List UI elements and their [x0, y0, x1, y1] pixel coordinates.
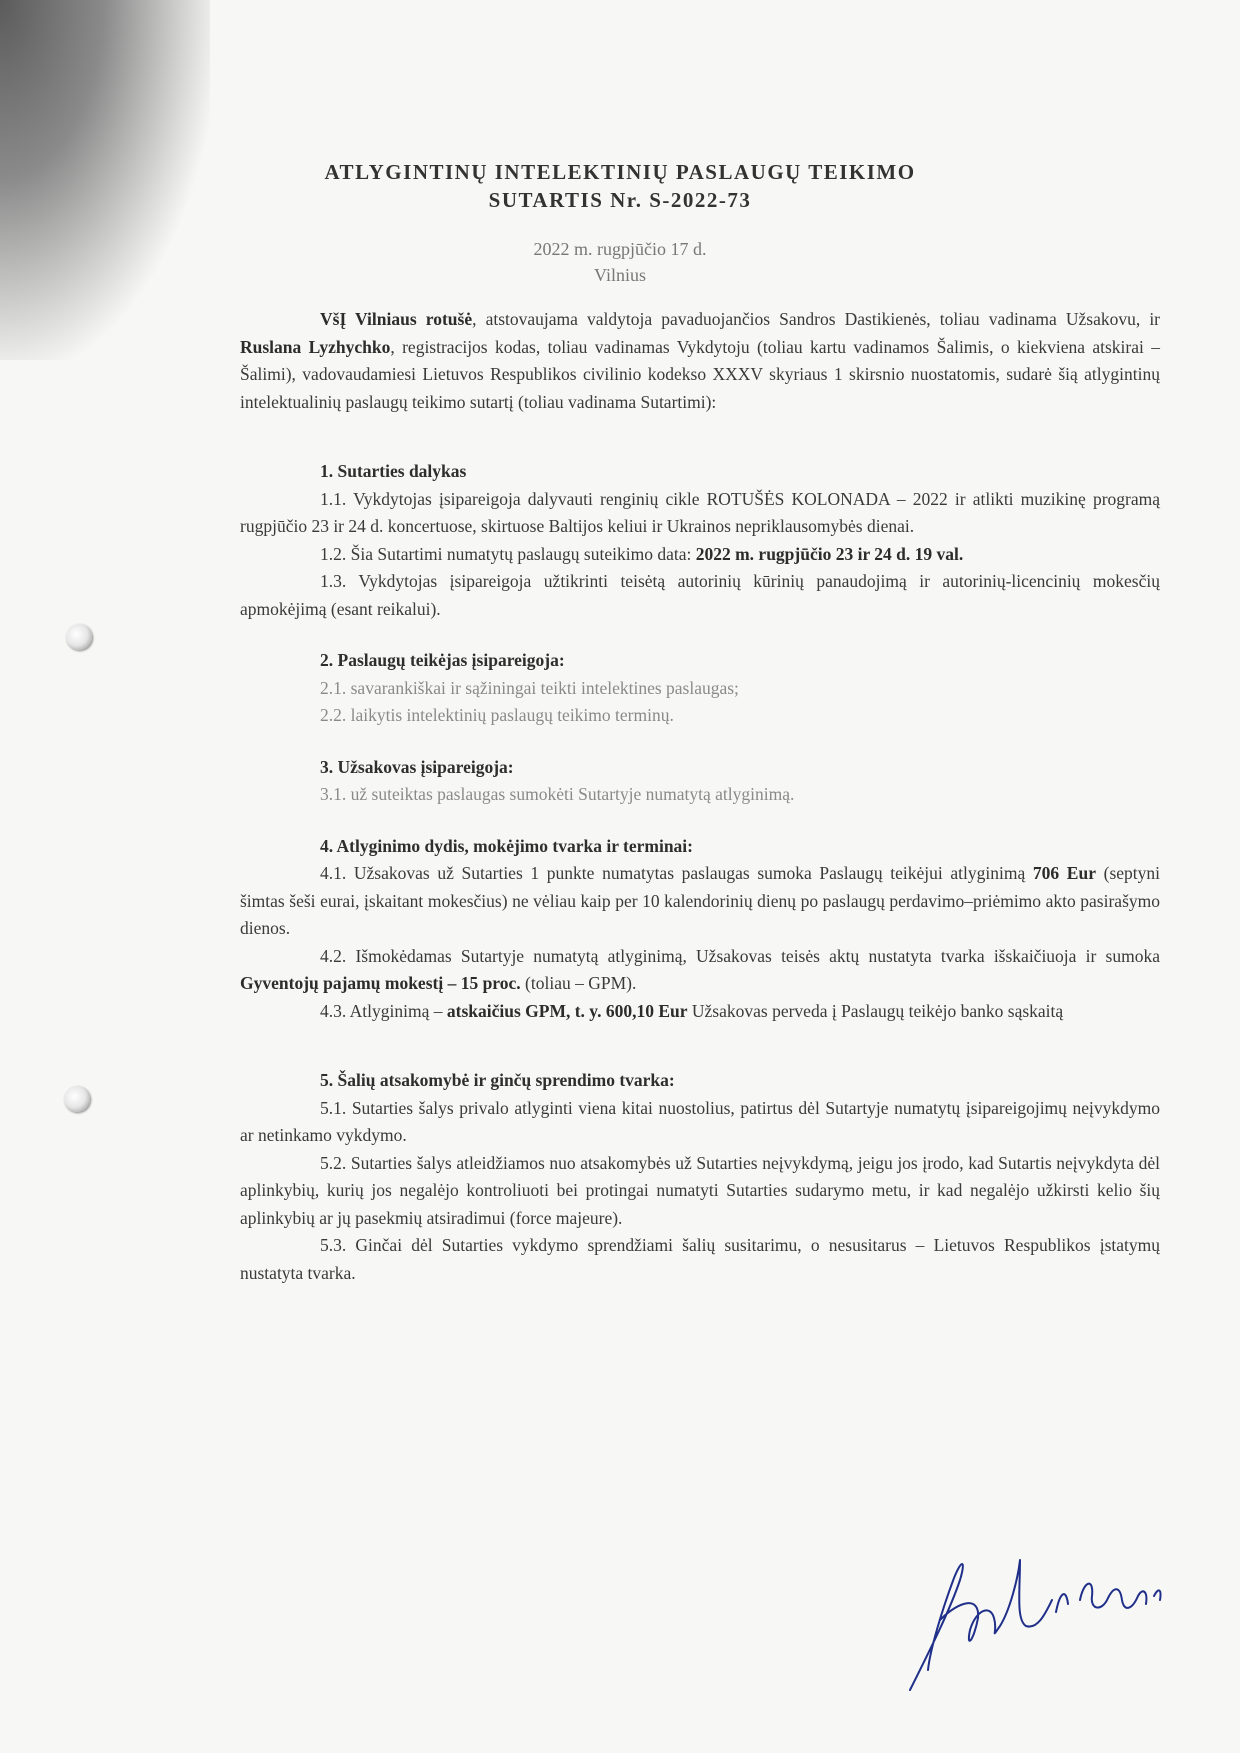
- clause-4-3-b: Užsakovas perveda į Paslaugų teikėjo banko sąskaitą: [687, 1000, 1064, 1021]
- clause-3-1: 3.1. už suteiktas paslaugas sumokėti Sutartyje numatytą atlyginimą.: [320, 784, 795, 804]
- punch-hole: [66, 624, 92, 650]
- clause-1-2: [240, 541, 1160, 569]
- clause-5-3: 5.3. Ginčai dėl Sutarties vykdymo sprendžiami šalių susitarimu, o nesusitarus – Lietuvos Respublikos įstatymų nustatyta tvarka.: [240, 1235, 1160, 1283]
- section-2-heading: 2. Paslaugų teikėjas įsipareigoja:: [320, 650, 565, 670]
- section-3-heading: 3. Užsakovas įsipareigoja:: [320, 756, 514, 777]
- party-1-details: , atstovaujama valdytoja pavaduojančios Sandros Dastikienės, toliau vadinama Užsakovu, ir: [472, 309, 1161, 329]
- party-2: Ruslana Lyzhychko: [240, 336, 391, 357]
- clause-4-1-a: 4.1. Užsakovas už Sutarties 1 punkte numatytas paslaugas sumoka Paslaugų teikėjui atlyginimą: [320, 863, 1033, 883]
- title-line-1: ATLYGINTINŲ INTELEKTINIŲ PASLAUGŲ TEIKIMO: [324, 160, 916, 184]
- clause-5-2: 5.2. Sutarties šalys atleidžiamos nuo atsakomybės už Sutarties neįvykdymą, jeigu jos įrodo, kad Sutartis neįvykdyta dėl aplinkybių, kurių jos negalėjo kontroliuoti bei protingai numatyti Sutarties sudarymo metu, ir kad negalėjo užkirsti kelio šių aplinkybių ar jų pasekmių atsiradimui (force majeure).: [240, 1152, 1160, 1228]
- section-1-heading: 1. Sutarties dalykas: [320, 461, 467, 481]
- clause-4-2-a: 4.2. Išmokėdamas Sutartyje numatytą atlyginimą, Užsakovas teisės aktų nustatyta tvarka išskaičiuoja ir sumoka: [320, 945, 1160, 966]
- contract-date: 2022 m. rugpjūčio 17 d.: [533, 239, 707, 259]
- section-4-heading: 4. Atlyginimo dydis, mokėjimo tvarka ir terminai:: [320, 835, 693, 856]
- clause-1-3: 1.3. Vykdytojas įsipareigoja užtikrinti teisėtą autorinių kūrinių panaudojimą ir autorinių-licencinių mokesčių apmokėjimą (esant reikalui).: [240, 571, 1160, 619]
- clause-2-1: 2.1. savarankiškai ir sąžiningai teikti intelektines paslaugas;: [320, 677, 739, 698]
- handwritten-signature: [870, 1500, 1190, 1710]
- fee-amount: 706 Eur: [1032, 863, 1096, 883]
- clause-1-1: 1.1. Vykdytojas įsipareigoja dalyvauti renginių cikle ROTUŠĖS KOLONADA – 2022 ir atlikti muzikinę programą rugpjūčio 23 ir 24 d. koncertuose, skirtuose Baltijos keliui ir Ukrainos nepriklausomybės dienai.: [240, 488, 1160, 536]
- clause-2-2: 2.2. laikytis intelektinių paslaugų teikimo terminų.: [320, 705, 674, 725]
- intro-rest: , toliau vadinamas Vykdytoju (toliau kartu vadinamos Šalimis, o kiekviena atskirai – Šalimi), vadovaudamiesi Lietuvos Respublikos civilinio kodekso XXXV skyriaus 1 skirsnio nuostatomis, sudarė šią atlygintinų intelektualinių paslaugų teikimo sutartį (toliau vadinama Sutartimi):: [240, 336, 1160, 412]
- date-place: [0, 236, 1240, 288]
- service-date: 2022 m. rugpjūčio 23 ir 24 d. 19 val.: [695, 543, 964, 564]
- clause-4-2: [240, 943, 1160, 998]
- intro-paragraph: [240, 306, 1160, 416]
- clause-4-3: [240, 998, 1160, 1026]
- clause-1-2-text: 1.2. Šia Sutartimi numatytų paslaugų suteikimo data:: [320, 543, 696, 564]
- punch-hole: [64, 1086, 90, 1112]
- net-amount: atskaičius GPM, t. y. 600,10 Eur: [446, 1000, 688, 1021]
- document-title: [0, 158, 1240, 214]
- clause-4-2-b: (toliau – GPM).: [520, 973, 637, 993]
- section-5-heading: 5. Šalių atsakomybė ir ginčų sprendimo tvarka:: [320, 1070, 675, 1090]
- clause-5-1: 5.1. Sutarties šalys privalo atlyginti viena kitai nuostolius, patirtus dėl Sutartyje numatytų įsipareigojimų neįvykdymo ar netinkamo vykdymo.: [240, 1097, 1160, 1145]
- party-1: VšĮ Vilniaus rotušė: [320, 309, 473, 329]
- contract-body: [240, 306, 1160, 1287]
- clause-4-3-a: 4.3. Atlyginimą –: [320, 1000, 447, 1021]
- clause-4-1: [240, 860, 1160, 943]
- registration-code-label: , registracijos kodas: [390, 336, 536, 357]
- clause-4-1-b: (septyni šimtas šeši eurai, įskaitant mokesčius) ne vėliau kaip per 10 kalendorinių dienų po paslaugų perdavimo–priėmimo akto pasirašymo dienos.: [240, 863, 1160, 938]
- income-tax: Gyventojų pajamų mokestį – 15 proc.: [240, 973, 521, 993]
- title-line-2: SUTARTIS Nr. S-2022-73: [488, 188, 752, 212]
- contract-city: Vilnius: [594, 265, 646, 285]
